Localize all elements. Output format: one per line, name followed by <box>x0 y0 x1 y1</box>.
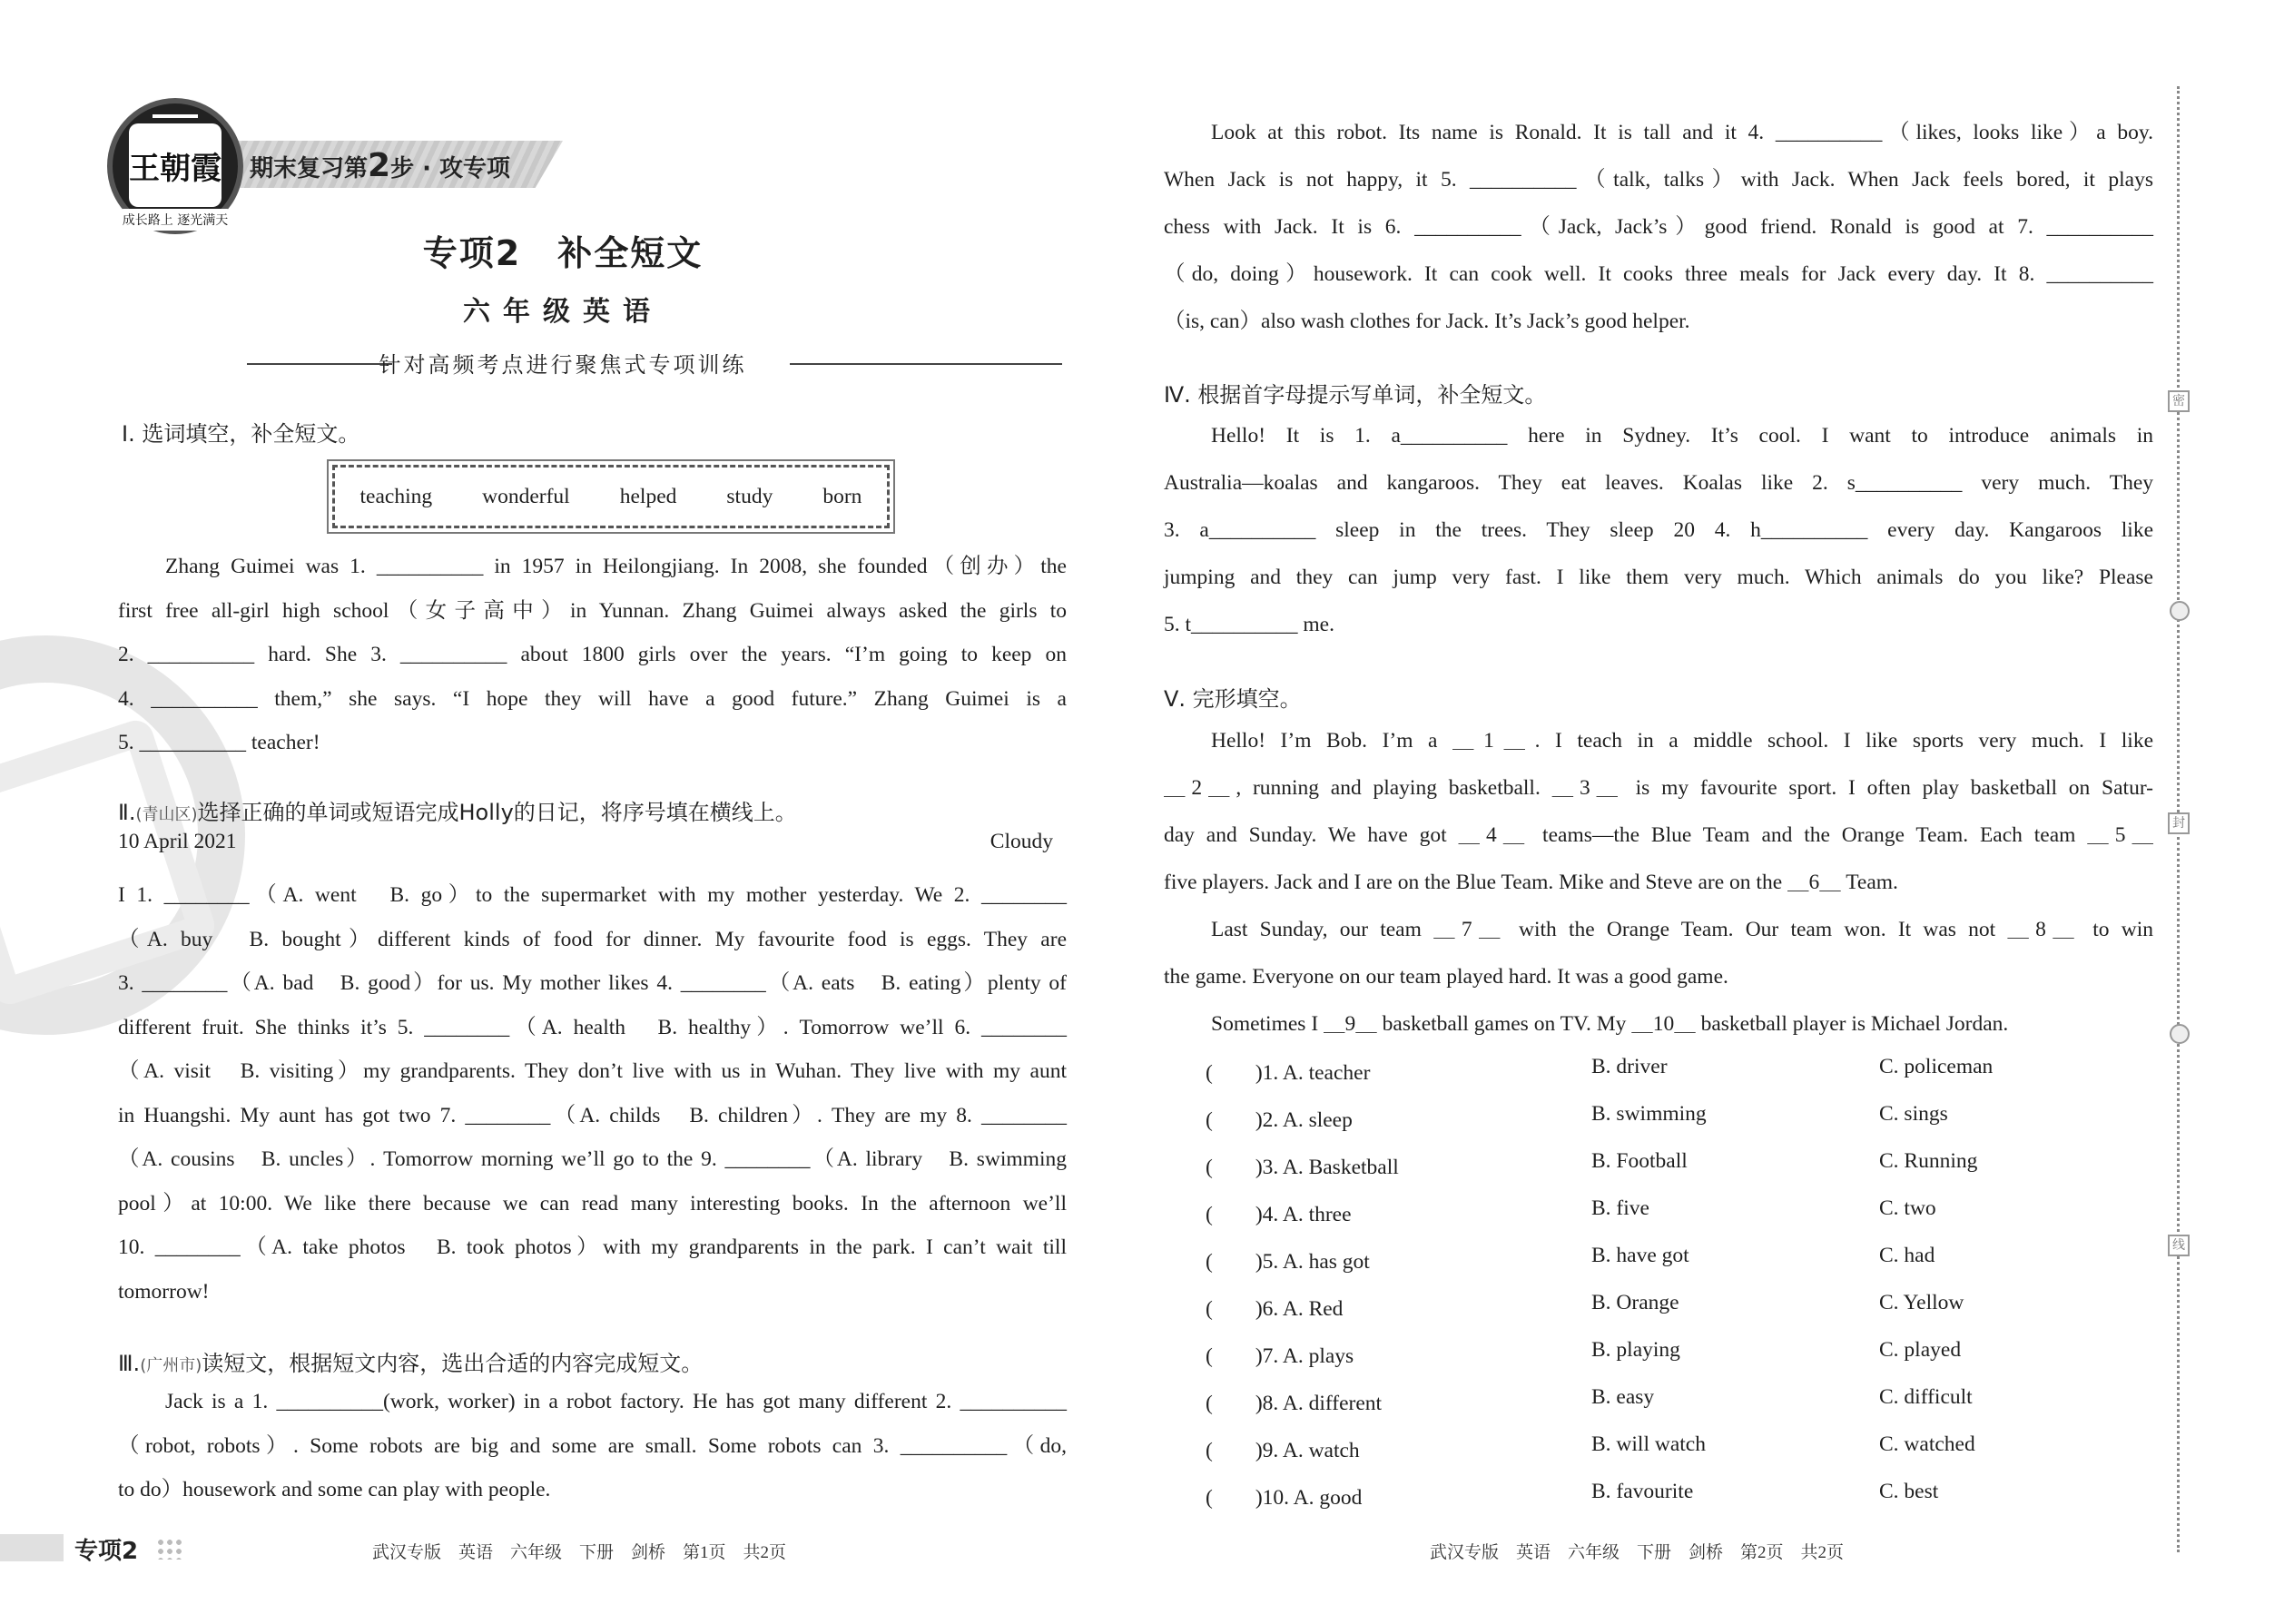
option-c: C. watched <box>1879 1432 1975 1456</box>
option-a: ( )10. A. good <box>1206 1486 1363 1510</box>
option-c: C. sings <box>1879 1102 1948 1126</box>
word-bank-item: teaching <box>359 484 433 508</box>
diary-date: 10 April 2021 <box>118 830 237 853</box>
passage-line: chess with Jack. It is 6. __________（Jack, Jack’s）good friend. Ronald is good at 7. __________ <box>1164 215 2153 239</box>
footer-dots <box>156 1538 183 1560</box>
section-number: Ⅲ. <box>118 1351 141 1376</box>
option-c: C. difficult <box>1879 1385 1973 1409</box>
passage-line: 2. __________ hard. She 3. __________ about 1800 girls over the years. “I’m going to keep on <box>118 643 1067 666</box>
passage-line: in Huangshi. My aunt has got two 7. ________（A. childs B. children）. They are my 8. ________ <box>118 1103 1067 1127</box>
section-instruction: 读短文，根据短文内容，选出合适的内容完成短文。 <box>202 1351 704 1376</box>
option-c: C. policeman <box>1879 1055 1994 1078</box>
section3-passage-part2 <box>1164 109 2153 345</box>
passage-line: Hello! It is 1. a__________ here in Sydney. It’s cool. I want to introduce animals in <box>1211 424 2153 448</box>
section2-passage <box>118 873 1067 1314</box>
passage-line: the game. Everyone on our team played hard. It was a good game. <box>1164 965 1728 989</box>
option-b: B. swimming <box>1591 1102 1707 1126</box>
passage-line: 3. ________（A. bad B. good）for us. My mother likes 4. ________（A. eats B. eating）plenty of <box>118 971 1067 995</box>
section5-passage <box>1164 717 2153 1048</box>
section5-heading: Ⅴ. 完形填空。 <box>1164 686 1302 712</box>
passage-line: ＿2＿, running and playing basketball. ＿3＿ is my favourite sport. I often play basketball on Satur- <box>1164 776 2153 800</box>
option-c: C. Running <box>1879 1149 1978 1173</box>
passage-line: Hello! I’m Bob. I’m a ＿1＿. I teach in a middle school. I like sports very much. I like <box>1211 729 2153 753</box>
binding-mark-seal: 密 <box>2168 390 2190 412</box>
passage-line: When Jack is not happy, it 5. __________（talk, talks）with Jack. When Jack feels bored, it plays <box>1164 168 2153 192</box>
word-bank-item: born <box>822 484 862 508</box>
word-bank <box>332 465 890 528</box>
option-a: ( )1. A. teacher <box>1206 1061 1371 1085</box>
section-instruction: 选择正确的单词或短语完成Holly的日记，将序号填在横线上。 <box>197 800 797 825</box>
section4-passage <box>1164 412 2153 648</box>
page-title: 专项2 补全短文 <box>422 233 704 273</box>
passage-line: jumping and they can jump very fast. I like them very much. Which animals do you like? Please <box>1164 566 2153 589</box>
option-c: C. Yellow <box>1879 1291 1964 1314</box>
word-bank-item: study <box>726 484 773 508</box>
option-b: B. five <box>1591 1196 1649 1220</box>
binding-mark-close: 封 <box>2168 812 2190 834</box>
word-bank-item: wonderful <box>482 484 570 508</box>
option-a: ( )3. A. Basketball <box>1206 1156 1399 1179</box>
passage-line: （A. buy B. bought）different kinds of food for dinner. My favourite food is eggs. They are <box>118 927 1067 951</box>
footer-topic-label: 专项2 <box>74 1538 139 1565</box>
section4-heading: Ⅳ. 根据首字母提示写单词，补全短文。 <box>1164 382 1547 408</box>
option-b: B. Orange <box>1591 1291 1679 1314</box>
option-b: B. easy <box>1591 1385 1655 1409</box>
option-a: ( )7. A. plays <box>1206 1344 1354 1368</box>
crown-icon <box>153 102 198 118</box>
option-b: B. Football <box>1591 1149 1688 1173</box>
passage-line: 5. __________ teacher! <box>118 731 320 754</box>
option-b: B. driver <box>1591 1055 1668 1078</box>
section1-heading: Ⅰ. 选词填空，补全短文。 <box>122 421 360 447</box>
page-subtitle: 六年级英语 <box>463 296 663 328</box>
passage-line: first free all-girl high school（女子高中）in Yunnan. Zhang Guimei always asked the girls to <box>118 598 1067 623</box>
passage-line: （A. visit B. visiting）my grandparents. They don’t live with us in Wuhan. They live with my aunt <box>118 1059 1067 1083</box>
diary-weather: Cloudy <box>989 830 1053 853</box>
section-number: Ⅱ. <box>118 800 136 825</box>
option-c: C. played <box>1879 1338 1962 1362</box>
binding-mark-line: 线 <box>2168 1235 2190 1256</box>
passage-line: to do）housework and some can play with people. <box>118 1478 551 1501</box>
passage-line: tomorrow! <box>118 1279 210 1304</box>
option-b: B. favourite <box>1591 1480 1694 1503</box>
divider-right <box>790 363 1062 365</box>
passage-line: 4. __________ them,” she says. “I hope they will have a good future.” Zhang Guimei is a <box>118 686 1067 711</box>
left-page <box>0 0 1126 1624</box>
passage-line: 5. t__________ me. <box>1164 613 1334 636</box>
passage-line: Sometimes I ＿9＿ basketball games on TV. My ＿10＿ basketball player is Michael Jordan. <box>1211 1012 2009 1036</box>
option-a: ( )8. A. different <box>1206 1392 1383 1415</box>
brand-logo <box>107 98 243 234</box>
passage-line: （robot, robots）. Some robots are big and some are small. Some robots can 3. __________（do, <box>118 1433 1067 1458</box>
passage-line: day and Sunday. We have got ＿4＿ teams—the Blue Team and the Orange Team. Each team ＿5＿ <box>1164 823 2153 847</box>
passage-line: 3. a__________ sleep in the trees. They sleep 20 4. h__________ every day. Kangaroos like <box>1164 518 2153 542</box>
tagline: 针对高频考点进行聚焦式专项训练 <box>379 352 747 378</box>
binding-hole <box>2170 601 2190 621</box>
option-a: ( )9. A. watch <box>1206 1439 1360 1462</box>
passage-line: （do, doing）housework. It can cook well. It cooks three meals for Jack every day. It 8. __________ <box>1164 262 2153 286</box>
passage-line: pool）at 10:00. We like there because we can read many interesting books. In the afternoon we’ll <box>118 1191 1067 1216</box>
passage-line: （A. cousins B. uncles）. Tomorrow morning we’ll go to the 9. ________（A. library B. swimming <box>118 1147 1067 1171</box>
footer-right: 武汉专版 英语 六年级 下册 剑桥 第2页 共2页 <box>1430 1543 1845 1562</box>
section3-passage-part1 <box>118 1380 1067 1512</box>
binding-hole <box>2170 1024 2190 1044</box>
option-a: ( )6. A. Red <box>1206 1297 1344 1321</box>
passage-line: Australia—koalas and kangaroos. They eat leaves. Koalas like 2. s__________ very much. They <box>1164 471 2153 495</box>
option-b: B. have got <box>1591 1244 1689 1267</box>
word-bank-item: helped <box>619 484 677 508</box>
option-a: ( )4. A. three <box>1206 1203 1352 1226</box>
passage-line: Look at this robot. Its name is Ronald. It is tall and it 4. __________（likes, looks like）a boy. <box>1211 121 2153 144</box>
banner-step-number: 2 <box>368 147 391 184</box>
region-tag: (广州市) <box>140 1356 202 1375</box>
right-page <box>1126 0 2294 1624</box>
passage-line: Last Sunday, our team ＿7＿ with the Orange Team. Our team won. It was not ＿8＿ to win <box>1211 918 2153 941</box>
option-c: C. best <box>1879 1480 1939 1503</box>
section1-passage <box>118 545 1067 765</box>
section2-heading <box>118 794 797 826</box>
passage-line: five players. Jack and I are on the Blue Team. Mike and Steve are on the ＿6＿ Team. <box>1164 871 1898 894</box>
passage-line: I 1. ________（A. went B. go）to the supermarket with my mother yesterday. We 2. ________ <box>118 883 1067 907</box>
diary-header <box>118 830 1067 854</box>
banner-text-a: 期末复习第 <box>250 155 369 182</box>
section3-heading <box>118 1345 703 1377</box>
passage-line: 10. ________（A. take photos B. took photos）with my grandparents in the park. I can’t wait till <box>118 1235 1067 1259</box>
footer-tab <box>0 1534 64 1561</box>
logo-text: 王朝霞 <box>129 123 222 207</box>
passage-line: Zhang Guimei was 1. __________ in 1957 in Heilongjiang. In 2008, she founded（创办）the <box>165 555 1067 578</box>
footer-left: 武汉专版 英语 六年级 下册 剑桥 第1页 共2页 <box>372 1543 787 1562</box>
passage-line: （is, can）also wash clothes for Jack. It’s Jack’s good helper. <box>1164 310 1690 333</box>
region-tag: (青山区) <box>135 805 198 824</box>
option-a: ( )5. A. has got <box>1206 1250 1370 1274</box>
passage-line: Jack is a 1. __________(work, worker) in a robot factory. He has got many different 2. __________ <box>165 1390 1067 1413</box>
logo-slogan: 成长路上 逐光满天 <box>120 209 231 231</box>
banner-text-b: 步 · 攻专项 <box>390 155 511 182</box>
banner-text <box>250 147 510 184</box>
passage-line: different fruit. She thinks it’s 5. ________（A. health B. healthy）. Tomorrow we’ll 6. ________ <box>118 1015 1067 1039</box>
option-c: C. two <box>1879 1196 1936 1220</box>
option-c: C. had <box>1879 1244 1935 1267</box>
option-b: B. playing <box>1591 1338 1680 1362</box>
option-b: B. will watch <box>1591 1432 1706 1456</box>
option-a: ( )2. A. sleep <box>1206 1108 1353 1132</box>
